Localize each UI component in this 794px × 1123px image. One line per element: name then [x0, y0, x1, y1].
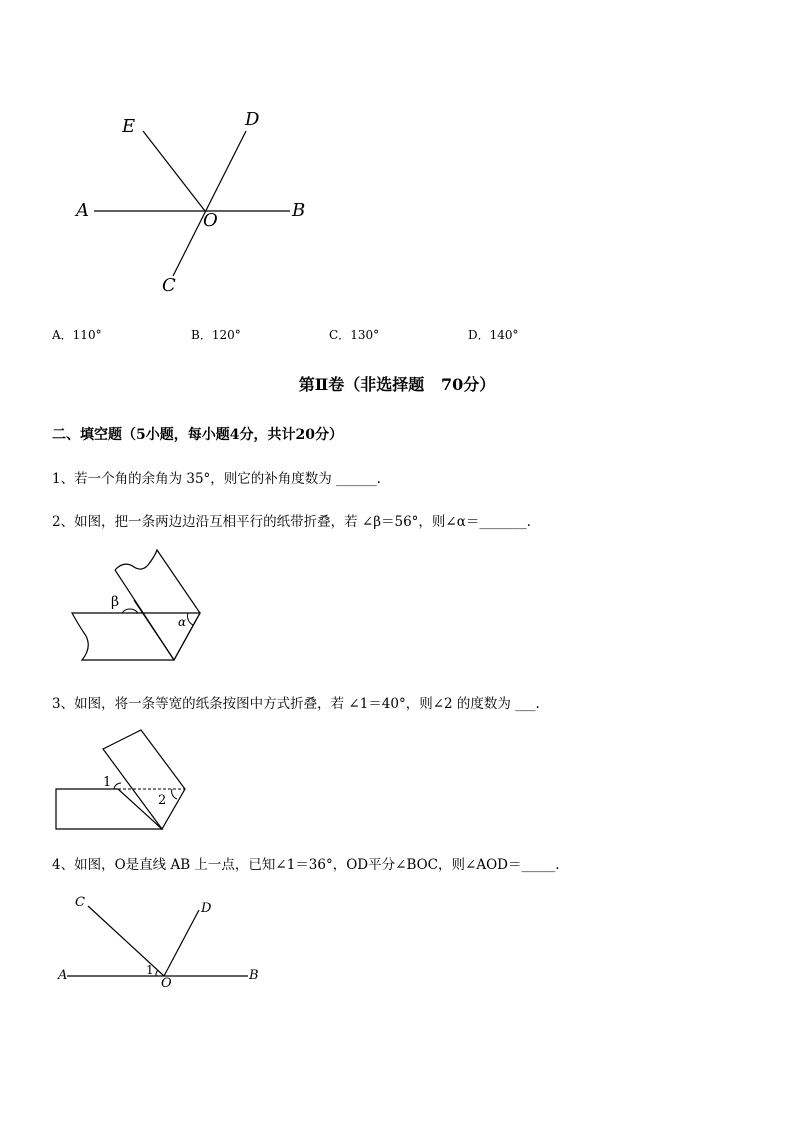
- label-e: E: [122, 116, 136, 137]
- option-letter: B．: [191, 328, 212, 342]
- option-b[interactable]: [191, 326, 241, 343]
- label-d-fig4: D: [201, 901, 212, 916]
- label-c: C: [162, 275, 176, 296]
- line-cd: [173, 131, 246, 276]
- option-value: 120°: [211, 328, 241, 342]
- figure-angles-abcdeo: [0, 0, 794, 310]
- label-beta: β: [111, 594, 120, 610]
- option-value: 130°: [350, 328, 380, 342]
- figure-folded-strip-angles-1-2: [0, 725, 794, 840]
- arc-angle-1: [114, 783, 121, 789]
- label-1-fig4: 1: [146, 963, 154, 977]
- part-heading: 二、填空题（5小题，每小题4分，共计20分）: [52, 427, 343, 443]
- figure-folded-strip-beta-alpha: [0, 540, 794, 670]
- option-value: 110°: [72, 328, 102, 342]
- line-oe: [143, 131, 205, 211]
- ray-od: [164, 910, 199, 976]
- arc-angle-1-fig4: [156, 970, 158, 976]
- figure-folded-strip-svg: [0, 540, 794, 670]
- question-4: 4、如图，O是直线 AB 上一点，已知∠1＝36°，OD平分∠BOC，则∠AOD＝_____.: [52, 857, 560, 873]
- label-o-fig4: O: [161, 976, 172, 991]
- question-3: 3、如图，将一条等宽的纸条按图中方式折叠，若 ∠1＝40°，则∠2 的度数为 ___.: [52, 696, 540, 712]
- label-o: O: [203, 210, 218, 231]
- option-c[interactable]: [329, 326, 379, 343]
- option-value: 140°: [489, 328, 519, 342]
- folded-part: [115, 550, 200, 660]
- figure-folded-strip-2-svg: [0, 725, 794, 840]
- label-angle-2: 2: [158, 793, 167, 808]
- section-title: 第Ⅱ卷（非选择题 70分）: [298, 375, 496, 394]
- label-c-fig4: C: [75, 895, 85, 910]
- strip-outline-2: [56, 789, 162, 829]
- figure-line-ab-rays-svg: [0, 890, 794, 1000]
- label-b-fig4: B: [249, 968, 259, 983]
- option-d[interactable]: [468, 326, 519, 343]
- figure-angles-abcdeo-svg: [0, 0, 794, 310]
- option-letter: A．: [52, 328, 73, 342]
- fold-crease: [134, 600, 174, 660]
- label-a-fig4: A: [58, 968, 68, 983]
- label-b: B: [292, 200, 306, 221]
- label-angle-1: 1: [103, 775, 112, 790]
- figure-line-ab-rays: [0, 890, 794, 1000]
- arc-angle-2: [172, 789, 177, 799]
- label-alpha: α: [178, 615, 187, 629]
- label-d: D: [245, 109, 260, 130]
- option-letter: D．: [468, 328, 490, 342]
- arc-alpha: [188, 613, 193, 625]
- question-1: 1、若一个角的余角为 35°，则它的补角度数为 ______.: [52, 471, 381, 487]
- option-letter: C．: [329, 328, 351, 342]
- question-2: 2、如图，把一条两边边沿互相平行的纸带折叠，若 ∠β＝56°，则∠α＝_______.: [52, 514, 531, 530]
- folded-part-2: [103, 730, 185, 829]
- option-a[interactable]: [52, 326, 102, 343]
- label-a: A: [76, 200, 89, 221]
